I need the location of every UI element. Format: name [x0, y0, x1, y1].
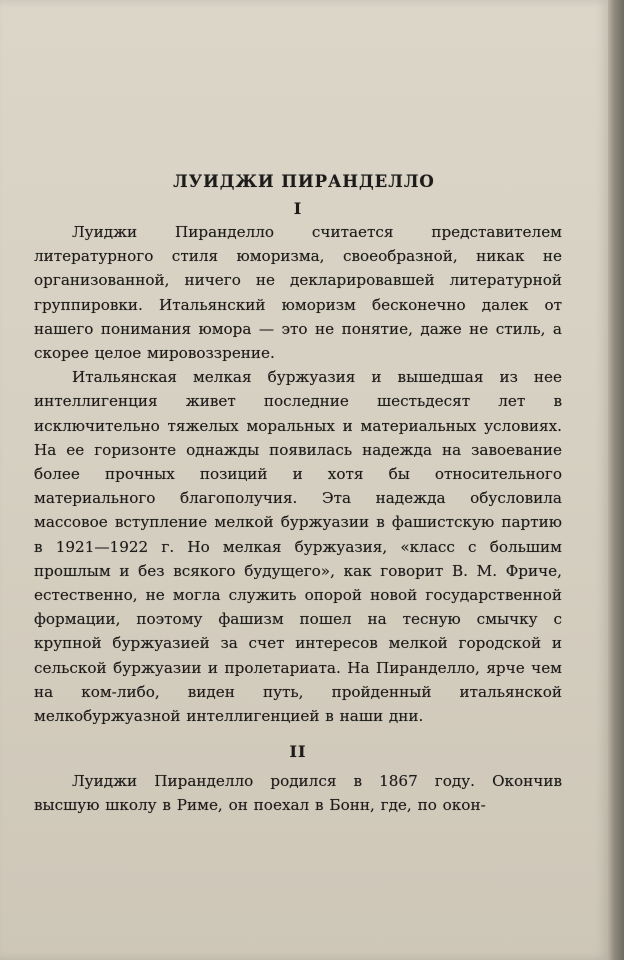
paragraph-1: Луиджи Пиранделло считается представителем литературного стиля юморизма, своеобразной, никак не организованной, ничего не декларировавшей литературной группировки. Итальянский юморизм бесконечно далек от нашего понимания юмора — это не понятие, даже не стиль, а скорее целое мировоззрение. — [34, 223, 562, 363]
paragraph-2: Итальянская мелкая буржуазия и вышедшая из нее интеллигенция живет последние шестьдесят лет в исключительно тяжелых моральных и материальных условиях. На ее горизонте однажды появилась надежда на завоевание более прочных позиций и хотя бы относительного материального благополучия. Эта надежда обусловила массовое вступление мелкой буржуазии в фашистскую партию в 1921—1922 г. Но мелкая буржуазия, «класс с большим прошлым и без всякого будущего», как говорит В. М. Фриче, естественно, не могла служить опорой новой государственной формации, поэтому фашизм пошел на тесную смычку с крупной буржуазией за счет интересов мелкой городской и сельской буржуазии и пролетариата. На Пиранделло, ярче чем на ком-либо, виден путь, пройденный итальянской мелкобуржуазной интеллигенцией в наши дни. — [34, 368, 562, 726]
section-two-heading: II — [289, 742, 307, 762]
paragraph-3: Луиджи Пиранделло родился в 1867 году. Окончив высшую школу в Риме, он поехал в Бонн, где, по окон- — [34, 772, 562, 815]
section-one-heading: I — [293, 199, 303, 218]
chapter-title: ЛУИДЖИ ПИРАНДЕЛЛО — [173, 172, 435, 191]
page-edge — [608, 0, 624, 960]
page-text — [34, 160, 562, 818]
